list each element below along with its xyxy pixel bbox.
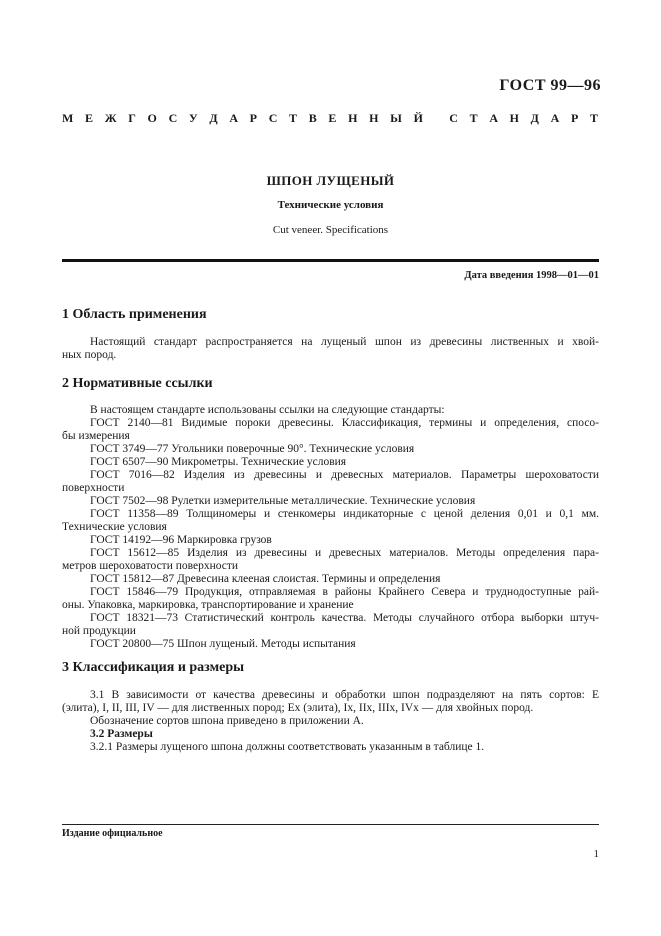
- section-2-text: [62, 404, 599, 651]
- heading-letter: С: [168, 111, 178, 125]
- heading-letter: Д: [530, 111, 539, 125]
- clause-3-1-line-2: (элита), I, II, III, IV — для лиственных пород; Ех (элита), Iх, IIх, IIIх, IVх — для хвойных пород.: [62, 702, 534, 714]
- reference-item: ГОСТ 7016—82 Изделия из древесины и древесных материалов. Параметры шероховатости: [90, 469, 599, 481]
- heading-letter: Т: [289, 111, 298, 125]
- reference-item: ГОСТ 15812—87 Древесина клееная слоистая. Термины и определения: [90, 573, 441, 585]
- reference-item: ГОСТ 2140—81 Видимые пороки древесины. Классификация, термины и определения, спосо-: [90, 417, 599, 429]
- section-1-heading: 1 Область применения: [62, 307, 207, 322]
- heading-letter: С: [449, 111, 458, 125]
- reference-item: ГОСТ 3749—77 Угольники поверочные 90°. Технические условия: [90, 443, 415, 455]
- heading-letter: [435, 111, 438, 126]
- standard-type-heading: [62, 111, 598, 126]
- gost-number: ГОСТ 99—96: [499, 77, 601, 94]
- reference-item-continuation: метров шероховатости поверхности: [62, 560, 239, 572]
- heading-letter: М: [62, 111, 74, 125]
- section-3-text: [62, 689, 599, 754]
- reference-item: ГОСТ 20800—75 Шпон лущеный. Методы испытания: [90, 638, 356, 650]
- references-intro: В настоящем стандарте использованы ссылки на следующие стандарты:: [90, 404, 445, 416]
- heading-letter: Н: [348, 111, 358, 125]
- heading-letter: Д: [209, 111, 218, 125]
- heading-letter: Г: [128, 111, 136, 125]
- heading-letter: О: [147, 111, 157, 125]
- heading-letter: Е: [328, 111, 337, 125]
- section-1-line-1: Настоящий стандарт распространяется на лущеный шпон из древесины лиственных и хвой-: [90, 336, 599, 348]
- edition-label: Издание официальное: [62, 828, 163, 839]
- section-1-text: [62, 336, 599, 362]
- section-3-heading: 3 Классификация и размеры: [62, 660, 245, 675]
- document-subtitle: Технические условия: [277, 199, 384, 211]
- reference-item: ГОСТ 15846—79 Продукция, отправляемая в районы Крайнего Севера и труднодоступные рай-: [90, 586, 599, 598]
- reference-item-continuation: поверхности: [62, 482, 125, 494]
- footer-divider: [62, 824, 599, 825]
- reference-item-continuation: оны. Упаковка, маркировка, транспортирование и хранение: [62, 599, 354, 611]
- english-title: Cut veneer. Specifications: [272, 224, 389, 236]
- heading-letter: Н: [509, 111, 519, 125]
- clause-3-2-heading: 3.2 Размеры: [90, 728, 153, 740]
- section-1-line-2: ных пород.: [62, 349, 117, 361]
- introduction-date: Дата введения 1998—01—01: [464, 270, 599, 281]
- reference-item: ГОСТ 14192—96 Маркировка грузов: [90, 534, 272, 546]
- heading-letter: У: [188, 111, 198, 125]
- heading-letter: А: [489, 111, 498, 125]
- heading-letter: Н: [369, 111, 379, 125]
- document-title: ШПОН ЛУЩЕНЫЙ: [266, 173, 395, 188]
- section-2-heading: 2 Нормативные ссылки: [62, 376, 213, 391]
- reference-item: ГОСТ 11358—89 Толщиномеры и стенкомеры индикаторные с ценой деления 0,01 и 0,1 мм.: [90, 508, 599, 520]
- heading-letter: Р: [570, 111, 579, 125]
- heading-letter: Ы: [390, 111, 402, 125]
- page-number: 1: [593, 848, 599, 860]
- clause-3-2-1: 3.2.1 Размеры лущеного шпона должны соответствовать указанным в таблице 1.: [90, 741, 485, 753]
- reference-item-continuation: бы измерения: [62, 430, 130, 442]
- heading-letter: Р: [249, 111, 258, 125]
- clause-3-1-line-3: Обозначение сортов шпона приведено в приложении А.: [90, 715, 364, 727]
- heading-letter: Й: [413, 111, 423, 125]
- heading-letter: С: [268, 111, 278, 125]
- reference-item: ГОСТ 15612—85 Изделия из древесины и древесных материалов. Методы определения пара-: [90, 547, 599, 559]
- reference-item: ГОСТ 7502—98 Рулетки измерительные металлические. Технические условия: [90, 495, 476, 507]
- heading-letter: Т: [469, 111, 478, 125]
- reference-item: ГОСТ 6507—90 Микрометры. Технические условия: [90, 456, 347, 468]
- reference-item: ГОСТ 18321—73 Статистический контроль качества. Методы случайного отбора выборки штуч-: [90, 612, 599, 624]
- heading-letter: А: [229, 111, 238, 125]
- heading-letter: Е: [85, 111, 94, 125]
- heading-letter: Т: [589, 111, 598, 125]
- heading-letter: Ж: [104, 111, 117, 125]
- heading-letter: А: [550, 111, 560, 125]
- heading-letter: В: [308, 111, 317, 125]
- clause-3-1-line-1: 3.1 В зависимости от качества древесины и обработки шпон подразделяют на пять сортов: Е: [90, 689, 599, 701]
- title-divider: [62, 259, 599, 262]
- reference-item-continuation: ной продукции: [62, 625, 136, 637]
- reference-item-continuation: Технические условия: [62, 521, 167, 533]
